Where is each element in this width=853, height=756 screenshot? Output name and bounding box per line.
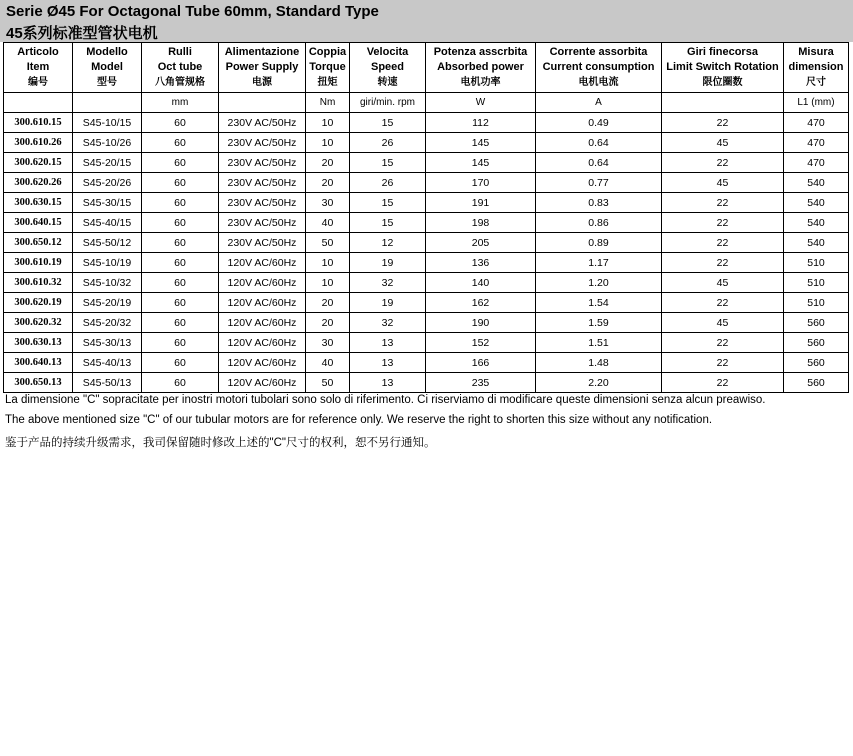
unit-dimension: L1 (mm) (784, 93, 849, 113)
cell-model: S45-50/12 (73, 233, 142, 253)
cell-dimension: 510 (784, 293, 849, 313)
header-label-it: Rulli (168, 46, 192, 58)
cell-oct-tube: 60 (142, 253, 219, 273)
spec-table (3, 42, 849, 393)
table-row (4, 173, 849, 193)
table-row (4, 113, 849, 133)
cell-dimension: 560 (784, 313, 849, 333)
cell-torque: 40 (306, 353, 350, 373)
cell-oct-tube: 60 (142, 273, 219, 293)
header-label-it: Modello (86, 46, 128, 58)
cell-absorbed-power: 205 (426, 233, 536, 253)
cell-dimension: 560 (784, 373, 849, 393)
cell-power-supply: 230V AC/50Hz (219, 193, 306, 213)
note-english: The above mentioned size "C" of our tubular motors are for reference only. We reserve the right to shorten this size without any notification. (5, 414, 713, 426)
header-absorbed-power (426, 43, 536, 93)
cell-limit-switch-rotation: 22 (662, 153, 784, 173)
cell-dimension: 540 (784, 233, 849, 253)
cell-limit-switch-rotation: 45 (662, 173, 784, 193)
table-row (4, 273, 849, 293)
header-label-zh: 电源 (252, 77, 272, 88)
cell-item: 300.620.15 (4, 153, 73, 173)
header-label-zh: 型号 (97, 77, 117, 88)
unit-power-supply (219, 93, 306, 113)
cell-speed: 13 (350, 333, 426, 353)
cell-power-supply: 120V AC/60Hz (219, 293, 306, 313)
cell-torque: 30 (306, 333, 350, 353)
header-label-en: Model (91, 61, 123, 73)
table-row (4, 373, 849, 393)
note-chinese: 鉴于产品的持续升级需求，我司保留随时修改上述的"C"尺寸的权利，恕不另行通知。 (5, 437, 436, 449)
cell-oct-tube: 60 (142, 153, 219, 173)
cell-torque: 50 (306, 373, 350, 393)
cell-power-supply: 230V AC/50Hz (219, 133, 306, 153)
cell-model: S45-30/15 (73, 193, 142, 213)
cell-power-supply: 230V AC/50Hz (219, 233, 306, 253)
note-italian: La dimensione "C" sopracitate per inostri motori tubolari sono solo di riferimento. Ci riserviamo di modificare queste dimensioni senza alcun preawiso. (5, 394, 766, 406)
cell-power-supply: 230V AC/50Hz (219, 113, 306, 133)
cell-limit-switch-rotation: 22 (662, 373, 784, 393)
header-label-en: Absorbed power (437, 61, 524, 73)
cell-oct-tube: 60 (142, 353, 219, 373)
header-label-zh: 电机电流 (578, 77, 619, 88)
header-label-it: Potenza asscrbita (433, 46, 528, 58)
cell-item: 300.640.15 (4, 213, 73, 233)
cell-limit-switch-rotation: 22 (662, 333, 784, 353)
header-oct-tube (142, 43, 219, 93)
cell-absorbed-power: 190 (426, 313, 536, 333)
cell-current-consumption: 1.20 (536, 273, 662, 293)
header-speed (350, 43, 426, 93)
header-label-it: Coppia (308, 46, 347, 58)
unit-torque: Nm (306, 93, 350, 113)
cell-speed: 15 (350, 193, 426, 213)
cell-item: 300.620.32 (4, 313, 73, 333)
cell-absorbed-power: 166 (426, 353, 536, 373)
cell-current-consumption: 0.64 (536, 153, 662, 173)
table-row (4, 293, 849, 313)
header-dimension (784, 43, 849, 93)
header-label-zh: 电机功率 (460, 77, 501, 88)
cell-limit-switch-rotation: 22 (662, 233, 784, 253)
cell-absorbed-power: 191 (426, 193, 536, 213)
cell-oct-tube: 60 (142, 233, 219, 253)
cell-dimension: 540 (784, 193, 849, 213)
cell-power-supply: 120V AC/60Hz (219, 373, 306, 393)
cell-current-consumption: 0.49 (536, 113, 662, 133)
header-label-it: Alimentazione (224, 46, 300, 58)
cell-current-consumption: 0.64 (536, 133, 662, 153)
cell-limit-switch-rotation: 22 (662, 253, 784, 273)
cell-model: S45-30/13 (73, 333, 142, 353)
cell-model: S45-10/15 (73, 113, 142, 133)
cell-dimension: 470 (784, 153, 849, 173)
cell-model: S45-10/19 (73, 253, 142, 273)
cell-torque: 10 (306, 133, 350, 153)
cell-item: 300.610.19 (4, 253, 73, 273)
cell-absorbed-power: 136 (426, 253, 536, 273)
table-row (4, 233, 849, 253)
cell-oct-tube: 60 (142, 333, 219, 353)
table-header-row (4, 43, 849, 93)
cell-item: 300.640.13 (4, 353, 73, 373)
cell-item: 300.650.12 (4, 233, 73, 253)
unit-current-consumption: A (536, 93, 662, 113)
table-row (4, 213, 849, 233)
cell-absorbed-power: 162 (426, 293, 536, 313)
cell-current-consumption: 0.83 (536, 193, 662, 213)
unit-speed: giri/min. rpm (350, 93, 426, 113)
cell-oct-tube: 60 (142, 213, 219, 233)
cell-torque: 10 (306, 113, 350, 133)
cell-current-consumption: 1.59 (536, 313, 662, 333)
header-power-supply (219, 43, 306, 93)
header-label-it: Misura (798, 46, 834, 58)
cell-model: S45-10/26 (73, 133, 142, 153)
cell-speed: 26 (350, 173, 426, 193)
table-row (4, 333, 849, 353)
cell-absorbed-power: 235 (426, 373, 536, 393)
cell-limit-switch-rotation: 22 (662, 353, 784, 373)
cell-absorbed-power: 170 (426, 173, 536, 193)
cell-power-supply: 120V AC/60Hz (219, 273, 306, 293)
table-row (4, 253, 849, 273)
cell-current-consumption: 1.17 (536, 253, 662, 273)
cell-limit-switch-rotation: 22 (662, 213, 784, 233)
cell-absorbed-power: 145 (426, 133, 536, 153)
page-subtitle-chinese: 45系列标准型管状电机 (6, 25, 158, 42)
cell-current-consumption: 1.51 (536, 333, 662, 353)
cell-torque: 20 (306, 293, 350, 313)
cell-item: 300.620.26 (4, 173, 73, 193)
header-label-it: Articolo (17, 46, 59, 58)
cell-item: 300.630.15 (4, 193, 73, 213)
cell-absorbed-power: 112 (426, 113, 536, 133)
cell-speed: 13 (350, 353, 426, 373)
header-label-en: Speed (370, 61, 404, 73)
cell-item: 300.610.26 (4, 133, 73, 153)
header-model (73, 43, 142, 93)
header-label-en: dimension (788, 61, 844, 73)
cell-limit-switch-rotation: 45 (662, 133, 784, 153)
cell-power-supply: 120V AC/60Hz (219, 313, 306, 333)
cell-oct-tube: 60 (142, 133, 219, 153)
cell-dimension: 560 (784, 333, 849, 353)
header-current-consumption (536, 43, 662, 93)
table-row (4, 193, 849, 213)
cell-item: 300.610.15 (4, 113, 73, 133)
cell-torque: 40 (306, 213, 350, 233)
header-label-en: Limit Switch Rotation (666, 61, 779, 73)
cell-model: S45-20/32 (73, 313, 142, 333)
cell-model: S45-20/26 (73, 173, 142, 193)
unit-oct-tube: mm (142, 93, 219, 113)
cell-speed: 32 (350, 313, 426, 333)
cell-item: 300.610.32 (4, 273, 73, 293)
cell-item: 300.620.19 (4, 293, 73, 313)
cell-torque: 30 (306, 193, 350, 213)
title-band (0, 0, 853, 42)
cell-speed: 26 (350, 133, 426, 153)
cell-current-consumption: 2.20 (536, 373, 662, 393)
cell-power-supply: 120V AC/60Hz (219, 353, 306, 373)
cell-item: 300.630.13 (4, 333, 73, 353)
cell-oct-tube: 60 (142, 173, 219, 193)
cell-dimension: 540 (784, 213, 849, 233)
table-row (4, 353, 849, 373)
cell-model: S45-40/15 (73, 213, 142, 233)
table-row (4, 133, 849, 153)
cell-oct-tube: 60 (142, 113, 219, 133)
header-item (4, 43, 73, 93)
unit-model (73, 93, 142, 113)
table-body (4, 113, 849, 393)
cell-torque: 50 (306, 233, 350, 253)
page-title: Serie Ø45 For Octagonal Tube 60mm, Standard Type (6, 3, 379, 20)
cell-speed: 12 (350, 233, 426, 253)
cell-current-consumption: 1.54 (536, 293, 662, 313)
cell-speed: 15 (350, 153, 426, 173)
cell-torque: 20 (306, 313, 350, 333)
header-label-en: Torque (309, 61, 346, 73)
header-label-zh: 编号 (28, 77, 48, 88)
cell-speed: 32 (350, 273, 426, 293)
cell-power-supply: 230V AC/50Hz (219, 213, 306, 233)
cell-torque: 10 (306, 273, 350, 293)
cell-speed: 19 (350, 253, 426, 273)
unit-limit-switch-rotation (662, 93, 784, 113)
cell-oct-tube: 60 (142, 373, 219, 393)
cell-torque: 20 (306, 153, 350, 173)
header-label-zh: 限位圈数 (702, 77, 743, 88)
cell-torque: 10 (306, 253, 350, 273)
cell-absorbed-power: 198 (426, 213, 536, 233)
header-label-it: Giri finecorsa (687, 46, 758, 58)
cell-limit-switch-rotation: 22 (662, 293, 784, 313)
header-label-it: Velocita (366, 46, 409, 58)
header-label-zh: 扭矩 (317, 77, 338, 88)
cell-oct-tube: 60 (142, 313, 219, 333)
cell-model: S45-40/13 (73, 353, 142, 373)
cell-dimension: 470 (784, 113, 849, 133)
header-label-zh: 尺寸 (806, 77, 826, 88)
cell-limit-switch-rotation: 45 (662, 273, 784, 293)
cell-speed: 15 (350, 213, 426, 233)
cell-current-consumption: 0.77 (536, 173, 662, 193)
cell-item: 300.650.13 (4, 373, 73, 393)
cell-speed: 15 (350, 113, 426, 133)
cell-dimension: 560 (784, 353, 849, 373)
header-label-en: Current consumption (542, 61, 655, 73)
header-label-it: Corrente assorbita (549, 46, 648, 58)
cell-current-consumption: 0.86 (536, 213, 662, 233)
cell-speed: 19 (350, 293, 426, 313)
cell-oct-tube: 60 (142, 293, 219, 313)
header-torque (306, 43, 350, 93)
cell-model: S45-20/15 (73, 153, 142, 173)
cell-dimension: 510 (784, 253, 849, 273)
cell-dimension: 470 (784, 133, 849, 153)
cell-absorbed-power: 145 (426, 153, 536, 173)
table-row (4, 153, 849, 173)
cell-absorbed-power: 152 (426, 333, 536, 353)
cell-oct-tube: 60 (142, 193, 219, 213)
header-label-en: Item (26, 61, 50, 73)
table-row (4, 313, 849, 333)
cell-dimension: 540 (784, 173, 849, 193)
cell-power-supply: 230V AC/50Hz (219, 173, 306, 193)
cell-limit-switch-rotation: 22 (662, 113, 784, 133)
cell-limit-switch-rotation: 22 (662, 193, 784, 213)
table-units-row (4, 93, 849, 113)
cell-model: S45-20/19 (73, 293, 142, 313)
cell-torque: 20 (306, 173, 350, 193)
cell-speed: 13 (350, 373, 426, 393)
cell-model: S45-50/13 (73, 373, 142, 393)
cell-power-supply: 120V AC/60Hz (219, 253, 306, 273)
header-limit-switch-rotation (662, 43, 784, 93)
header-label-en: Oct tube (157, 61, 203, 73)
cell-model: S45-10/32 (73, 273, 142, 293)
cell-absorbed-power: 140 (426, 273, 536, 293)
header-label-zh: 八角管规格 (155, 77, 205, 88)
cell-power-supply: 120V AC/60Hz (219, 333, 306, 353)
cell-dimension: 510 (784, 273, 849, 293)
unit-item (4, 93, 73, 113)
header-label-en: Power Supply (225, 61, 299, 73)
cell-current-consumption: 0.89 (536, 233, 662, 253)
unit-absorbed-power: W (426, 93, 536, 113)
cell-power-supply: 230V AC/50Hz (219, 153, 306, 173)
cell-current-consumption: 1.48 (536, 353, 662, 373)
cell-limit-switch-rotation: 45 (662, 313, 784, 333)
header-label-zh: 转速 (377, 77, 398, 88)
